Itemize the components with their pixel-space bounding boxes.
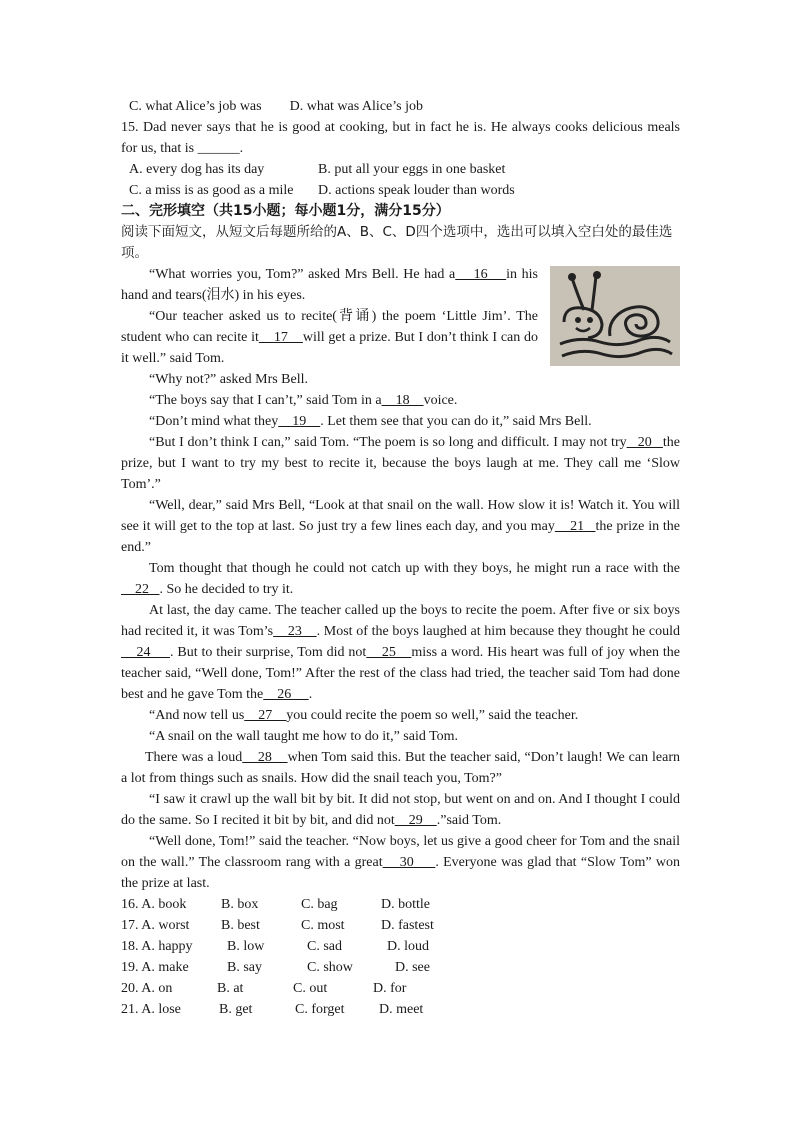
option-b: B. box <box>221 897 259 912</box>
snail-picture <box>550 266 680 366</box>
passage-text: “Well done, Tom!” said the teacher. “Now boys, let us give a good cheer for Tom and the snail on the wall.” The classroom rang with a great <box>121 834 680 870</box>
passage-text: “What worries you, Tom?” asked Mrs Bell. He had a <box>149 267 456 282</box>
option-c: C. bag <box>301 897 338 912</box>
passage-paragraph-13 <box>121 789 680 831</box>
passage-text: will get a prize. But I don’t think I can do it well.” said Tom. <box>121 330 539 366</box>
passage-text: when Tom said this. But the teacher said, “Don’t laugh! We can learn a lot from things such as snails. How did the snail teach you, Tom?” <box>121 750 680 786</box>
option-c: C. show <box>307 960 353 975</box>
passage-paragraph-11: “A snail on the wall taught me how to do it,” said Tom. <box>149 729 459 744</box>
passage-text: “But I don’t think I can,” said Tom. “The poem is so long and difficult. I may not try <box>149 435 627 450</box>
options-16 <box>121 894 680 915</box>
option-d: D. fastest <box>381 918 434 933</box>
option-c: C. out <box>293 981 328 996</box>
passage-text: . <box>308 687 313 702</box>
passage-text: the prize, but I want to try my best to recite it, because the boys laugh at me. They call me ‘Slow Tom’.” <box>121 435 680 492</box>
option-c: C. sad <box>307 939 342 954</box>
blank-23: 23 <box>273 624 317 639</box>
blank-25: 25 <box>366 645 412 660</box>
q15-option-d: D. actions speak louder than words <box>318 183 515 198</box>
passage-text: “The boys say that I can’t,” said Tom in a <box>149 393 382 408</box>
q14-option-c: C. what Alice’s job was <box>129 99 262 114</box>
passage-text: miss a word. His heart was full of joy when the teacher said, “Well done, Tom!” After the rest of the class had tried, the teacher said Tom had done best and he gave Tom the <box>121 645 681 702</box>
option-a: 21. A. lose <box>121 1002 181 1017</box>
options-19 <box>121 957 680 978</box>
option-d: D. loud <box>387 939 429 954</box>
passage-paragraph-5 <box>121 411 680 432</box>
passage-text: “I saw it crawl up the wall bit by bit. It did not stop, but went on and on. And I thought I could do the same. So I recited it bit by bit, and did not <box>121 792 680 828</box>
option-a: 17. A. worst <box>121 918 190 933</box>
option-b: B. say <box>227 960 262 975</box>
blank-17: 17 <box>258 330 303 345</box>
options-21 <box>121 999 680 1020</box>
exam-page <box>121 96 680 1020</box>
option-a: 16. A. book <box>121 897 187 912</box>
passage-paragraph-10 <box>121 705 680 726</box>
passage-text: At last, the day came. The teacher called up the boys to recite the poem. After five or six boys had recited it, it was Tom’s <box>121 603 680 639</box>
passage-paragraph-8 <box>121 558 680 600</box>
blank-26: 26 <box>263 687 309 702</box>
passage-text: the prize in the end.” <box>121 519 681 555</box>
blank-24: 24 <box>121 645 170 660</box>
snail-icon <box>550 266 680 366</box>
option-d: D. see <box>395 960 430 975</box>
passage-text: . Let them see that you can do it,” said Mrs Bell. <box>320 414 592 429</box>
options-20 <box>121 978 680 999</box>
passage-paragraph-14 <box>121 831 680 894</box>
passage-text: . So he decided to try it. <box>159 582 294 597</box>
blank-27: 27 <box>244 708 287 723</box>
passage-paragraph-12 <box>121 747 680 789</box>
blank-22: 22 <box>121 582 160 597</box>
option-c: C. forget <box>295 1002 345 1017</box>
options-18 <box>121 936 680 957</box>
option-a: 20. A. on <box>121 981 173 996</box>
option-a: 19. A. make <box>121 960 189 975</box>
section-title: 二、完形填空（共15小题；每小题1分，满分15分） <box>121 203 450 219</box>
passage-text: voice. <box>423 393 458 408</box>
blank-19: 19 <box>278 414 321 429</box>
option-b: B. at <box>217 981 244 996</box>
blank-20: 20 <box>626 435 663 450</box>
passage-paragraph-9 <box>121 600 680 705</box>
passage-paragraph-3: “Why not?” asked Mrs Bell. <box>149 372 309 387</box>
passage-paragraph-4 <box>121 390 680 411</box>
blank-16: 16 <box>455 267 507 282</box>
answer-options <box>121 894 680 1020</box>
passage-paragraph-6 <box>121 432 680 495</box>
q15-option-a: A. every dog has its day <box>129 162 265 177</box>
option-c: C. most <box>301 918 345 933</box>
blank-18: 18 <box>381 393 424 408</box>
blank-29: 29 <box>394 813 437 828</box>
options-17 <box>121 915 680 936</box>
blank-21: 21 <box>554 519 596 534</box>
passage-text: “Don’t mind what they <box>149 414 279 429</box>
q14-options <box>121 96 680 117</box>
passage-text: you could recite the poem so well,” said the teacher. <box>286 708 579 723</box>
passage-text: . Everyone was glad that “Slow Tom” won the prize at last. <box>121 855 680 891</box>
option-a: 18. A. happy <box>121 939 193 954</box>
blank-30: 30 <box>382 855 436 870</box>
q14-option-d: D. what was Alice’s job <box>289 99 423 114</box>
option-d: D. bottle <box>381 897 430 912</box>
passage-text: . Most of the boys laughed at him because they thought he could <box>316 624 681 639</box>
option-b: B. best <box>221 918 260 933</box>
q15-option-c: C. a miss is as good as a mile <box>129 183 294 198</box>
passage-text: “Our teacher asked us to recite(背诵) the poem ‘Little Jim’. The student who can recite it <box>121 309 538 345</box>
blank-28: 28 <box>242 750 288 765</box>
q15-options-row2 <box>121 180 680 201</box>
passage-text: Tom thought that though he could not catch up with they boys, he might run a race with the <box>149 561 680 576</box>
option-d: D. for <box>373 981 407 996</box>
option-b: B. get <box>219 1002 253 1017</box>
option-d: D. meet <box>379 1002 424 1017</box>
option-b: B. low <box>227 939 265 954</box>
q15-options-row1 <box>121 159 680 180</box>
passage-text: . But to their surprise, Tom did not <box>169 645 367 660</box>
passage-paragraph-7 <box>121 495 680 558</box>
passage-text: “And now tell us <box>149 708 245 723</box>
q15-option-b: B. put all your eggs in one basket <box>318 162 506 177</box>
section-instruction: 阅读下面短文，从短文后每题所给的A、B、C、D四个选项中，选出可以填入空白处的最佳选项。 <box>121 224 673 261</box>
passage-text: .”said Tom. <box>436 813 502 828</box>
q15-stem: 15. Dad never says that he is good at cooking, but in fact he is. He always cooks delicious meals for us, that is ______. <box>121 120 680 156</box>
passage-text: There was a loud <box>145 750 243 765</box>
passage-text: “Well, dear,” said Mrs Bell, “Look at that snail on the wall. How slow it is! Watch it. You will see it will get to the top at last. So just try a few lines each day, and you may <box>121 498 680 534</box>
passage-text: in his hand and tears(泪水) in his eyes. <box>121 267 538 303</box>
